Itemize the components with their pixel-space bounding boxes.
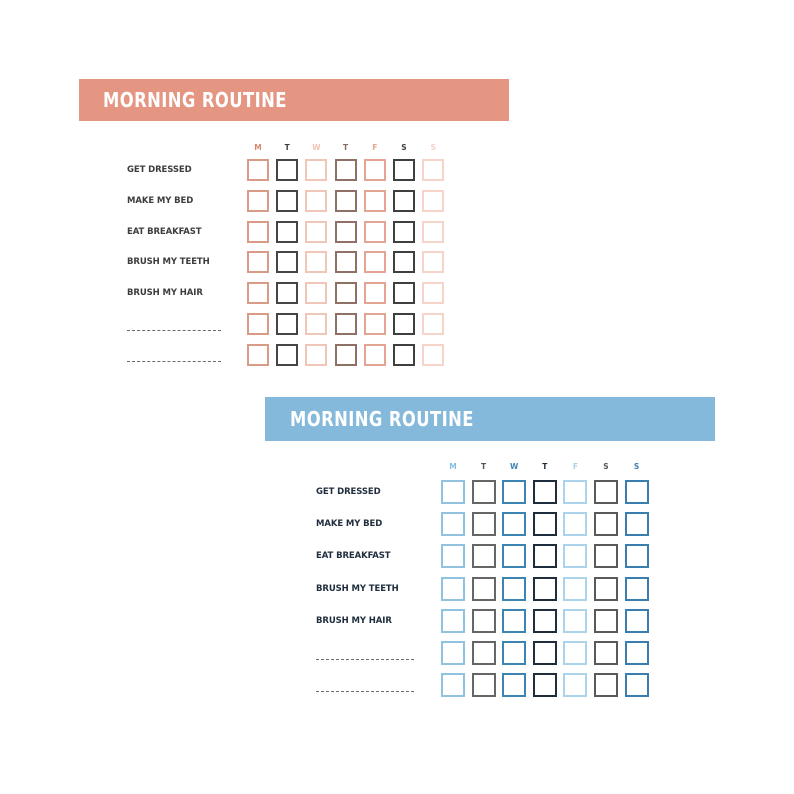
checkbox[interactable] [441, 641, 465, 665]
checkbox[interactable] [502, 577, 526, 601]
task-label: EAT BREAKFAST [127, 226, 202, 237]
checkbox[interactable] [594, 512, 618, 536]
checkbox[interactable] [563, 577, 587, 601]
checkbox[interactable] [563, 609, 587, 633]
checkbox[interactable] [393, 221, 415, 243]
checkbox[interactable] [441, 544, 465, 568]
checkbox[interactable] [335, 313, 357, 335]
card-banner [265, 397, 715, 441]
checkbox[interactable] [247, 159, 269, 181]
checkbox[interactable] [422, 282, 444, 304]
checkbox[interactable] [472, 512, 496, 536]
checkbox[interactable] [305, 282, 327, 304]
checkbox[interactable] [305, 344, 327, 366]
task-label: EAT BREAKFAST [316, 551, 391, 562]
checkbox[interactable] [364, 344, 386, 366]
checkbox[interactable] [563, 544, 587, 568]
checkbox[interactable] [276, 282, 298, 304]
checkbox[interactable] [364, 282, 386, 304]
checkbox[interactable] [422, 313, 444, 335]
checkbox[interactable] [502, 480, 526, 504]
checkbox[interactable] [364, 251, 386, 273]
checkbox[interactable] [441, 609, 465, 633]
checkbox[interactable] [422, 221, 444, 243]
checkbox[interactable] [472, 480, 496, 504]
checkbox[interactable] [393, 190, 415, 212]
checkbox[interactable] [533, 609, 557, 633]
checkbox[interactable] [247, 282, 269, 304]
checkbox[interactable] [502, 609, 526, 633]
routine-card-salmon [79, 79, 509, 369]
task-label: MAKE MY BED [127, 195, 194, 206]
checkbox[interactable] [276, 251, 298, 273]
checkbox[interactable] [594, 480, 618, 504]
checkbox[interactable] [335, 344, 357, 366]
task-label: MAKE MY BED [316, 519, 383, 530]
day-label: T [481, 462, 487, 471]
checkbox[interactable] [335, 251, 357, 273]
checkbox[interactable] [276, 313, 298, 335]
checkbox[interactable] [247, 190, 269, 212]
checkbox[interactable] [441, 673, 465, 697]
day-label: T [343, 143, 349, 152]
checkbox[interactable] [276, 221, 298, 243]
checkbox[interactable] [441, 512, 465, 536]
checkbox[interactable] [472, 609, 496, 633]
checkbox[interactable] [441, 480, 465, 504]
checkbox[interactable] [472, 544, 496, 568]
checkbox[interactable] [247, 221, 269, 243]
checkbox[interactable] [594, 641, 618, 665]
checkbox[interactable] [502, 544, 526, 568]
checkbox[interactable] [305, 221, 327, 243]
checkbox[interactable] [502, 673, 526, 697]
day-label: T [542, 462, 548, 471]
checkbox[interactable] [393, 313, 415, 335]
checkbox[interactable] [563, 512, 587, 536]
checkbox[interactable] [393, 344, 415, 366]
day-label: F [572, 462, 578, 471]
checkbox[interactable] [625, 480, 649, 504]
day-label: W [510, 462, 519, 471]
checkbox[interactable] [247, 313, 269, 335]
day-label: S [633, 462, 640, 471]
checkbox[interactable] [364, 159, 386, 181]
checkbox[interactable] [422, 344, 444, 366]
checkbox[interactable] [335, 159, 357, 181]
day-label: S [430, 143, 436, 152]
checkbox[interactable] [247, 251, 269, 273]
day-label: F [372, 143, 378, 152]
task-label: BRUSH MY TEETH [316, 583, 399, 594]
checkbox[interactable] [335, 190, 357, 212]
checkbox[interactable] [533, 480, 557, 504]
checkbox[interactable] [625, 641, 649, 665]
blank-task-line[interactable] [127, 361, 221, 362]
checkbox[interactable] [276, 190, 298, 212]
task-label: GET DRESSED [127, 165, 192, 175]
checkbox[interactable] [305, 251, 327, 273]
checkbox[interactable] [625, 512, 649, 536]
checkbox[interactable] [625, 609, 649, 633]
checkbox[interactable] [305, 313, 327, 335]
checkbox[interactable] [305, 159, 327, 181]
checkbox[interactable] [533, 641, 557, 665]
day-label: S [401, 143, 407, 152]
blank-task-line[interactable] [316, 691, 414, 692]
day-label: T [284, 143, 290, 152]
checkbox[interactable] [625, 577, 649, 601]
checkbox[interactable] [393, 159, 415, 181]
checkbox[interactable] [594, 577, 618, 601]
checkbox[interactable] [472, 577, 496, 601]
task-label: BRUSH MY TEETH [127, 257, 210, 268]
checkbox[interactable] [594, 609, 618, 633]
card-banner [79, 79, 509, 121]
checkbox[interactable] [393, 251, 415, 273]
task-label: GET DRESSED [316, 487, 381, 497]
checkbox[interactable] [472, 641, 496, 665]
day-label: S [603, 462, 609, 471]
card-title: MORNING ROUTINE [103, 88, 287, 112]
task-label: BRUSH MY HAIR [316, 615, 392, 626]
task-label: BRUSH MY HAIR [127, 288, 203, 299]
checkbox[interactable] [276, 344, 298, 366]
checkbox[interactable] [364, 221, 386, 243]
checkbox[interactable] [276, 159, 298, 181]
checkbox[interactable] [247, 344, 269, 366]
checkbox[interactable] [422, 251, 444, 273]
checkbox[interactable] [364, 190, 386, 212]
checkbox[interactable] [364, 313, 386, 335]
checkbox[interactable] [533, 577, 557, 601]
checkbox[interactable] [625, 544, 649, 568]
checkbox[interactable] [305, 190, 327, 212]
day-label: M [254, 143, 262, 152]
checkbox[interactable] [422, 190, 444, 212]
day-label: W [312, 143, 321, 152]
checkbox[interactable] [533, 544, 557, 568]
checkbox[interactable] [563, 480, 587, 504]
checkbox[interactable] [533, 512, 557, 536]
checkbox[interactable] [502, 512, 526, 536]
checkbox[interactable] [502, 641, 526, 665]
routine-card-blue [265, 397, 715, 697]
checkbox[interactable] [335, 282, 357, 304]
checkbox[interactable] [441, 577, 465, 601]
checkbox[interactable] [335, 221, 357, 243]
blank-task-line[interactable] [316, 659, 414, 660]
blank-task-line[interactable] [127, 330, 221, 331]
checkbox[interactable] [563, 641, 587, 665]
checkbox[interactable] [422, 159, 444, 181]
checkbox[interactable] [533, 673, 557, 697]
checkbox[interactable] [393, 282, 415, 304]
card-title: MORNING ROUTINE [290, 407, 474, 431]
checkbox[interactable] [594, 544, 618, 568]
checkbox[interactable] [472, 673, 496, 697]
checkbox[interactable] [563, 673, 587, 697]
checkbox[interactable] [625, 673, 649, 697]
day-label: M [449, 462, 457, 471]
checkbox[interactable] [594, 673, 618, 697]
